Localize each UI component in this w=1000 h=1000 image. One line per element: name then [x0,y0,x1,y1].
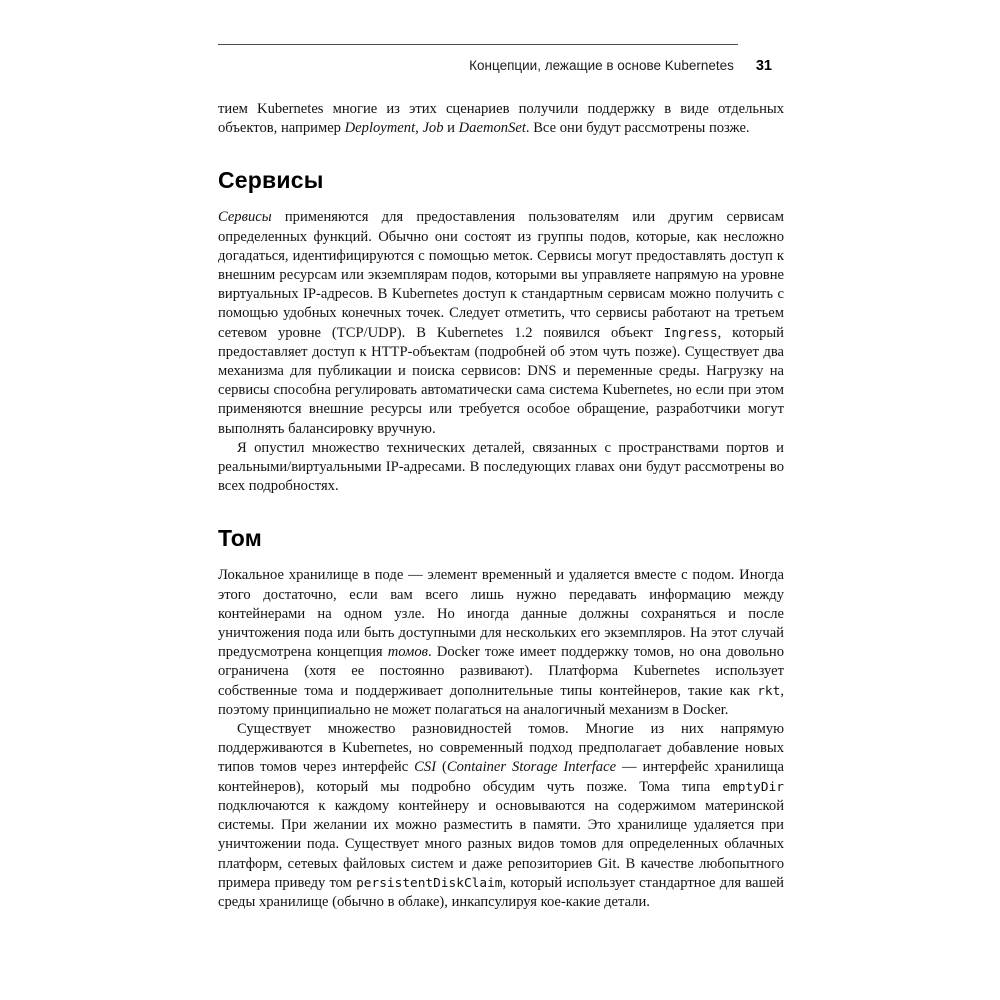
page-number: 31 [755,58,772,74]
section-heading: Сервисы [218,167,324,194]
italic-term: Job [422,120,444,137]
section-heading: Том [218,525,262,552]
italic-term: Container Storage Interface [446,759,617,776]
code-term: emptyDir [722,779,784,795]
paragraph: Существует множество разновидностей томов. Многие из них напрямую поддерживаются в Kubernetes, но современный подход предполагает добавление новых типов томов через интерфейс CSI (Container Storage Interface — интерфейс хранилища контейнеров), который мы подробно обсудим чуть позже. Тома типа emptyDir подключаются к каждому контейнеру и основываются на содержимом материнской системы. При желании их можно разместить в памяти. Это хранилище удаляется при уничтожении пода. Существует много разных видов томов для определенных облачных платформ, сетевых файловых систем и даже репозиториев Git. В качестве любопытного примера приведу том persistentDiskClaim, который использует стандартное для вашей среды хранилище (обычно в облаке), инкапсулируя кое-какие детали. [218,721,785,910]
chapter-title: Концепции, лежащие в основе Kubernetes [469,58,734,73]
paragraph: Сервисы применяются для предоставления пользователям или другим сервисам определенных функций. Обычно они состоят из группы подов, которые, как несложно догадаться, идентифицируются с помощью меток. Сервисы могут предоставлять доступ к внешним ресурсам или экземплярам подов, которыми вы управляете напрямую на уровне виртуальных IP-адресов. В Kubernetes доступ к стандартным сервисам можно получить с помощью удобных конечных точек. Следует отметить, что сервисы работают на третьем сетевом уровне (TCP/UDP). В Kubernetes 1.2 появился объект Ingress, который предоставляет доступ к HTTP-объектам (подробней об этом чуть позже). Существует два механизма для публикации и поиска сервисов: DNS и переменные среды. Нагрузку на сервисы способна регулировать автоматически сама система Kubernetes, но если при этом применяются внешние ресурсы или требуется особое обращение, разработчики могут выполнять балансировку вручную. [218,209,784,437]
text-column [218,44,784,912]
italic-term: Deployment [344,120,416,137]
paragraph: Локальное хранилище в поде — элемент временный и удаляется вместе с подом. Иногда этого достаточно, если вам всего лишь нужно передавать информацию между контейнерами на одном узле. Но иногда данные должны сохраняться и после уничтожения пода или быть доступными для нескольких его экземпляров. На этот случай предусмотрена концепция томов. Docker тоже имеет поддержку томов, но она довольно ограничена (хотя ее постоянно развивают). Платформа Kubernetes использует собственные тома и поддерживает дополнительные типы контейнеров, такие как rkt, поэтому принципиально не может полагаться на аналогичный механизм в Docker. [218,567,784,718]
italic-term: CSI [414,759,437,776]
page-content [218,100,784,912]
paragraph: тием Kubernetes многие из этих сценариев получили поддержку в виде отдельных объектов, например Deployment, Job и DaemonSet. Все они будут рассмотрены позже. [218,101,784,137]
code-term: Ingress [663,325,718,341]
italic-term: Сервисы [218,209,272,226]
paragraph: Я опустил множество технических деталей, связанных с пространствами портов и реальными/виртуальными IP-адресами. В последующих главах они будут рассмотрены во всех подробностях. [218,439,784,495]
header-rule [218,44,738,45]
running-header [218,44,784,74]
italic-term: DaemonSet [458,120,526,137]
header-line [218,58,784,74]
italic-term: томов [387,644,428,661]
code-term: persistentDiskClaim [356,875,503,891]
code-term: rkt [757,683,781,699]
